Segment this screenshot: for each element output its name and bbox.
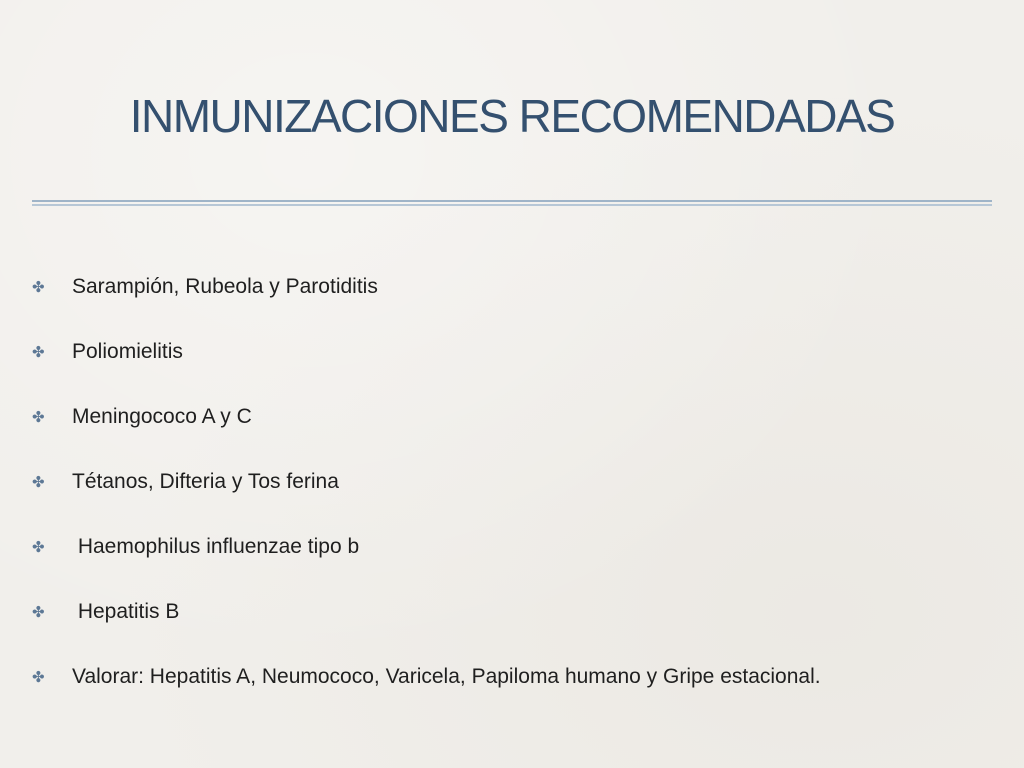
list-item xyxy=(0,526,1024,591)
slide-title: INMUNIZACIONES RECOMENDADAS xyxy=(129,90,895,142)
ornament-cross-icon: ✤ xyxy=(32,343,45,361)
list-item-text: Haemophilus influenzae tipo b xyxy=(72,535,360,558)
bullet-list xyxy=(0,266,1024,721)
divider-line-top xyxy=(32,200,992,202)
list-item xyxy=(0,396,1024,461)
list-item xyxy=(0,266,1024,331)
list-item-text: Meningococo A y C xyxy=(72,405,252,428)
divider-line-bottom xyxy=(32,204,992,206)
ornament-cross-icon: ✤ xyxy=(32,603,45,621)
list-item-text: Sarampión, Rubeola y Parotiditis xyxy=(72,275,378,298)
list-item xyxy=(0,331,1024,396)
ornament-cross-icon: ✤ xyxy=(32,668,45,686)
list-item xyxy=(0,461,1024,526)
ornament-cross-icon: ✤ xyxy=(32,538,45,556)
list-item-text: Poliomielitis xyxy=(72,340,183,363)
ornament-cross-icon: ✤ xyxy=(32,473,45,491)
ornament-cross-icon: ✤ xyxy=(32,408,45,426)
list-item xyxy=(0,656,1024,721)
title-divider xyxy=(32,200,992,206)
ornament-cross-icon: ✤ xyxy=(32,278,45,296)
list-item-text: Valorar: Hepatitis A, Neumococo, Varicela, Papiloma humano y Gripe estacional. xyxy=(72,665,821,688)
list-item xyxy=(0,591,1024,656)
list-item-text: Hepatitis B xyxy=(72,600,180,623)
list-item-text: Tétanos, Difteria y Tos ferina xyxy=(72,470,339,493)
